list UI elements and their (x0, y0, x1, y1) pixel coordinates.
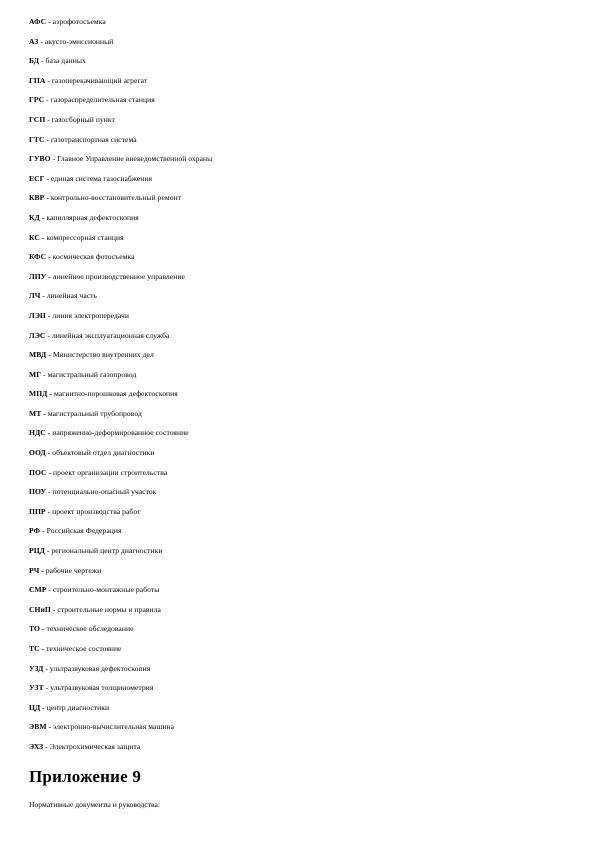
abbreviation-separator: - (45, 310, 53, 320)
abbreviation-definition: газоперекачивающий агрегат (51, 75, 148, 85)
abbreviation-item (29, 172, 569, 192)
abbreviation-definition: Главное Управление вневедомственной охраны (57, 154, 213, 164)
abbreviation-separator: - (50, 604, 58, 614)
abbreviation-definition: рабочие чертежи (45, 565, 102, 575)
abbreviation-item (29, 583, 569, 603)
abbreviation-separator: - (46, 722, 54, 732)
abbreviation-term: РЦД (29, 546, 45, 556)
abbreviation-item (29, 426, 569, 446)
abbreviation-term: БД (29, 56, 40, 66)
abbreviation-item (29, 329, 569, 349)
abbreviation-definition: акусто-эмиссионный (44, 36, 114, 46)
abbreviation-definition: объектовый отдел диагностики (52, 448, 155, 458)
abbreviation-separator: - (45, 428, 53, 438)
abbreviation-item (29, 348, 569, 368)
abbreviation-separator: - (41, 408, 48, 418)
abbreviation-term: ГУВО (29, 154, 51, 164)
appendix-title: Приложение 9 (29, 767, 142, 786)
abbreviation-definition: аэрофотосъемка (52, 17, 106, 26)
abbreviation-definition: проект организации строительства (53, 467, 168, 477)
abbreviation-item (29, 191, 569, 211)
abbreviation-separator: - (39, 212, 47, 222)
abbreviation-term: ЕСГ (29, 173, 45, 183)
abbreviation-definition: космическая фотосъемка (52, 252, 135, 262)
abbreviation-item (29, 289, 569, 309)
abbreviation-definition: техническое состояние (46, 644, 122, 653)
abbreviation-separator: - (46, 467, 54, 477)
abbreviation-item (29, 113, 569, 133)
abbreviation-separator: - (43, 683, 51, 693)
abbreviation-separator: - (40, 526, 47, 536)
abbreviation-item (29, 93, 569, 113)
abbreviation-item (29, 74, 569, 94)
abbreviation-item (29, 15, 569, 35)
abbreviation-separator: - (46, 252, 53, 262)
abbreviation-item (29, 446, 569, 466)
abbreviation-item (29, 54, 569, 74)
abbreviation-definition: потенциально-опасный участок (52, 487, 157, 497)
abbreviation-term: ПОС (29, 467, 47, 477)
abbreviation-definition: газосборный пункт (51, 114, 115, 124)
abbreviation-definition: Электрохимическая защита (49, 741, 141, 751)
abbreviation-definition: ультразвуковая дефектоскопия (49, 663, 151, 673)
abbreviation-item (29, 544, 569, 564)
abbreviation-separator: - (46, 271, 53, 281)
abbreviation-item (29, 270, 569, 290)
abbreviation-separator: - (46, 487, 53, 497)
abbreviation-separator: - (39, 565, 46, 575)
appendix-subtitle: Нормативные документы и руководства: (29, 800, 160, 809)
abbreviation-definition: региональный центр диагностики (51, 546, 163, 556)
abbreviation-item (29, 564, 569, 584)
abbreviation-term: ТО (29, 624, 40, 634)
abbreviation-term: УЗТ (29, 683, 44, 693)
abbreviation-term: ЭХЗ (29, 741, 44, 751)
abbreviation-definition: газораспределительная станция (50, 95, 155, 105)
abbreviation-definition: строительные нормы и правила (57, 604, 161, 614)
abbreviation-term: УЗД (29, 663, 44, 673)
abbreviation-term: ЛЭС (29, 330, 46, 340)
abbreviation-item (29, 211, 569, 231)
abbreviation-term: РФ (29, 526, 41, 536)
abbreviation-definition: контрольно-восстановительный ремонт (50, 193, 182, 203)
abbreviation-item (29, 603, 569, 623)
abbreviation-separator: - (41, 369, 48, 379)
abbreviation-separator: - (39, 232, 47, 242)
abbreviation-separator: - (44, 193, 51, 203)
abbreviation-separator: - (44, 95, 51, 105)
abbreviation-item (29, 407, 569, 427)
abbreviation-separator: - (43, 741, 50, 751)
abbreviation-separator: - (40, 291, 47, 301)
abbreviation-term: ЦД (29, 702, 41, 712)
abbreviation-separator: - (38, 36, 45, 46)
abbreviation-separator: - (45, 114, 52, 124)
abbreviation-definition: техническое обследование (46, 624, 134, 634)
abbreviation-definition: напряженно-деформированное состояние (52, 428, 189, 438)
abbreviation-term: СМР (29, 585, 47, 595)
abbreviation-term: ТС (29, 644, 40, 653)
abbreviation-term: КВР (29, 193, 45, 203)
abbreviation-item (29, 642, 569, 662)
abbreviation-definition: ультразвуковая толщинометрия (50, 683, 154, 693)
abbreviation-definition: магистральный газопровод (47, 369, 137, 379)
abbreviation-term: ООД (29, 448, 46, 458)
abbreviation-separator: - (39, 624, 47, 634)
abbreviation-separator: - (39, 56, 46, 66)
abbreviation-definition: Министерство внутренних дел (52, 350, 154, 360)
abbreviation-definition: база данных (45, 56, 86, 66)
abbreviation-separator: - (44, 173, 52, 183)
abbreviation-separator: - (43, 663, 50, 673)
abbreviation-definition: центр диагностики (46, 702, 110, 712)
abbreviation-definition: линейное производственное управление (52, 271, 185, 281)
abbreviation-definition: электронно-вычислительная машина (53, 722, 174, 732)
abbreviation-item (29, 387, 569, 407)
abbreviation-term: ГТС (29, 134, 45, 144)
abbreviation-term: ЛПУ (29, 271, 47, 281)
abbreviation-definition: Российская Федерация (46, 526, 122, 536)
abbreviation-term: ЭВМ (29, 722, 47, 732)
abbreviation-definition: единая система газоснабжения (51, 173, 152, 183)
abbreviation-separator: - (40, 702, 47, 712)
abbreviation-definition: линия электропередачи (52, 310, 129, 320)
abbreviation-item (29, 368, 569, 388)
abbreviations-list (29, 15, 569, 760)
abbreviation-term: ПОУ (29, 487, 47, 497)
abbreviation-item (29, 524, 569, 544)
abbreviation-separator: - (45, 506, 53, 516)
abbreviation-item (29, 231, 569, 251)
abbreviation-item (29, 309, 569, 329)
abbreviation-separator: - (39, 644, 47, 653)
abbreviation-item (29, 662, 569, 682)
abbreviation-separator: - (45, 330, 52, 340)
abbreviation-separator: - (50, 154, 58, 164)
abbreviation-definition: капиллярная дефектоскопия (46, 212, 139, 222)
abbreviation-term: ЛЭП (29, 310, 46, 320)
abbreviation-item (29, 152, 569, 172)
abbreviation-term: ГРС (29, 95, 45, 105)
abbreviation-term: АФС (29, 17, 47, 26)
abbreviation-term: ГСП (29, 114, 46, 124)
abbreviation-definition: компрессорная станция (46, 232, 124, 242)
abbreviation-separator: - (47, 389, 54, 399)
abbreviation-separator: - (45, 448, 53, 458)
abbreviation-item (29, 485, 569, 505)
abbreviation-item (29, 720, 569, 740)
abbreviation-separator: - (46, 585, 53, 595)
abbreviation-term: ГПА (29, 75, 46, 85)
abbreviation-separator: - (46, 17, 53, 26)
abbreviation-term: МТ (29, 408, 42, 418)
abbreviation-item (29, 622, 569, 642)
abbreviation-item (29, 701, 569, 721)
abbreviation-definition: магистральный трубопровод (47, 408, 142, 418)
abbreviation-item (29, 133, 569, 153)
abbreviation-term: ЛЧ (29, 291, 41, 301)
abbreviation-term: СНиП (29, 604, 51, 614)
abbreviation-definition: линейная эксплуатационная служба (51, 330, 170, 340)
abbreviation-term: МГ (29, 369, 42, 379)
abbreviation-definition: линейная часть (46, 291, 98, 301)
abbreviation-item (29, 466, 569, 486)
abbreviation-term: НДС (29, 428, 46, 438)
abbreviation-separator: - (44, 134, 52, 144)
abbreviation-item (29, 35, 569, 55)
abbreviation-term: КФС (29, 252, 47, 262)
abbreviation-definition: газотранспортная система (51, 134, 137, 144)
abbreviation-separator: - (46, 350, 53, 360)
abbreviation-item (29, 681, 569, 701)
abbreviation-term: КС (29, 232, 40, 242)
abbreviation-term: МПД (29, 389, 48, 399)
abbreviation-separator: - (44, 546, 52, 556)
abbreviation-term: ППР (29, 506, 46, 516)
abbreviation-separator: - (45, 75, 52, 85)
abbreviation-term: РЧ (29, 565, 40, 575)
abbreviation-definition: строительно-монтажные работы (52, 585, 160, 595)
abbreviation-term: МВД (29, 350, 47, 360)
abbreviation-term: АЗ (29, 36, 39, 46)
abbreviation-item (29, 740, 569, 760)
abbreviation-definition: проект производства работ (52, 506, 141, 516)
abbreviation-term: КД (29, 212, 40, 222)
abbreviation-definition: магнитно-порошковая дефектоскопия (53, 389, 178, 399)
abbreviation-item (29, 250, 569, 270)
abbreviation-item (29, 505, 569, 525)
